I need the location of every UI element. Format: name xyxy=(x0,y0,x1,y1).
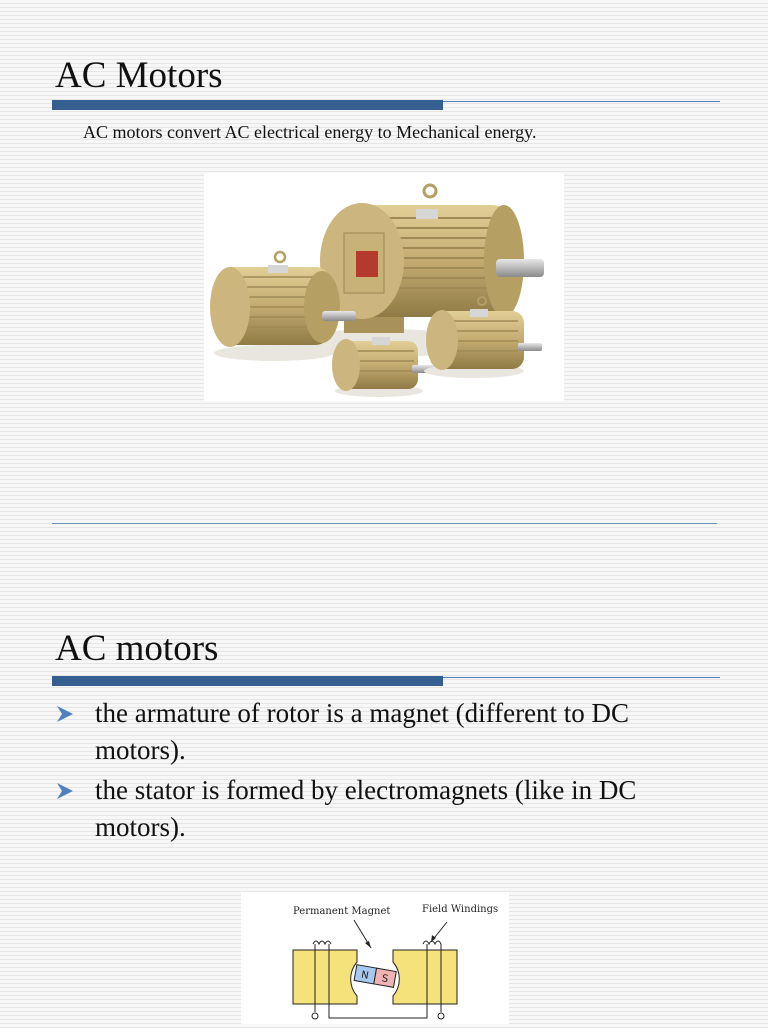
slide-ac-motors-2 xyxy=(0,560,768,1024)
slide-divider xyxy=(52,523,717,524)
bullet-item xyxy=(56,772,716,846)
label-field-windings: Field Windings xyxy=(422,904,499,915)
bullet-text: the stator is formed by electromagnets (like in DC motors). xyxy=(95,775,637,842)
arrow-bullet-icon xyxy=(56,782,74,800)
slide-title: AC Motors xyxy=(55,55,223,96)
bullet-text: the armature of rotor is a magnet (different to DC motors). xyxy=(95,698,630,765)
slide-title: AC motors xyxy=(55,628,219,669)
label-permanent-magnet: Permanent Magnet xyxy=(293,906,391,917)
title-rule xyxy=(52,676,720,686)
pole-n: N xyxy=(360,969,370,982)
ac-motors-photo xyxy=(204,173,564,401)
bullet-list xyxy=(56,695,716,849)
title-rule xyxy=(52,100,720,110)
pole-s: S xyxy=(380,973,390,986)
slide-subtitle: AC motors convert AC electrical energy to Mechanical energy. xyxy=(83,122,537,142)
motor-diagram xyxy=(241,892,509,1024)
arrow-bullet-icon xyxy=(56,705,74,723)
bullet-item xyxy=(56,695,716,769)
